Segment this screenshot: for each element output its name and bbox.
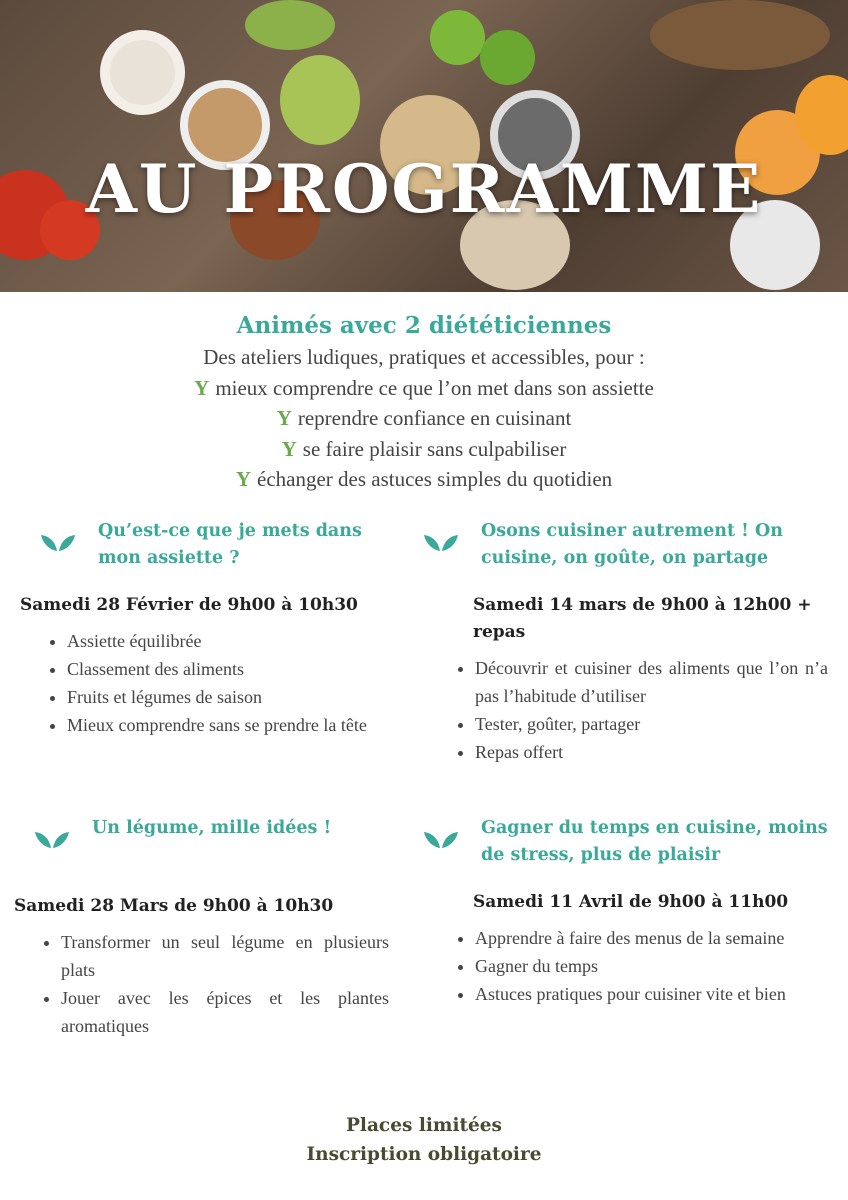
footer-registration: Inscription obligatoire: [306, 1144, 542, 1165]
sprout-icon: Y: [281, 436, 297, 461]
list-item: • Assiette équilibrée: [67, 627, 390, 655]
list-item: • Fruits et légumes de saison: [67, 683, 390, 711]
workshop-date: Samedi 14 mars de 9h00 à 12h00 + repas: [473, 595, 812, 642]
workshop-title: Un légume, mille idées !: [92, 818, 332, 838]
list-item: • Jouer avec les épices et les plantes aromatiques: [61, 984, 389, 1040]
sprout-icon: Y: [235, 467, 251, 491]
workshop-title: Qu’est-ce que je mets dans mon assiette ?: [98, 521, 362, 568]
list-item: • Apprendre à faire des menus de la semaine: [475, 924, 828, 952]
workshop-section: [14, 815, 389, 1040]
sprout-icon: Y: [276, 406, 292, 430]
leaf-icon: [40, 530, 76, 552]
list-item: • Tester, goûter, partager: [475, 710, 828, 738]
goal-item: Y se faire plaisir sans culpabiliser: [281, 436, 567, 461]
leaf-icon: [34, 827, 70, 849]
workshop-date: Samedi 28 Février de 9h00 à 10h30: [20, 595, 358, 615]
workshop-date: Samedi 28 Mars de 9h00 à 10h30: [14, 896, 334, 916]
workshop-section: [423, 518, 828, 766]
workshop-title: Gagner du temps en cuisine, moins de stress, plus de plaisir: [481, 818, 828, 865]
intro-heading: Animés avec 2 diététiciennes: [236, 312, 612, 339]
workshop-items: [14, 928, 389, 1040]
workshop-items: [428, 924, 828, 1008]
list-item: • Transformer un seul légume en plusieurs plats: [61, 928, 389, 984]
footer: [0, 1111, 848, 1169]
sprout-icon: Y: [194, 375, 210, 400]
list-item: • Mieux comprendre sans se prendre la tête: [67, 711, 390, 739]
list-item: • Découvrir et cuisiner des aliments que l’on n’a pas l’habitude d’utiliser: [475, 654, 828, 710]
workshop-date: Samedi 11 Avril de 9h00 à 11h00: [473, 892, 789, 912]
workshop-title: Osons cuisiner autrement ! On cuisine, on goûte, on partage: [481, 521, 783, 568]
list-item: • Repas offert: [475, 738, 828, 766]
list-item: • Gagner du temps: [475, 952, 828, 980]
intro: [0, 310, 848, 495]
workshop-section: [423, 815, 828, 1008]
page-title: AU PROGRAMME: [85, 150, 763, 228]
list-item: • Classement des aliments: [67, 655, 390, 683]
footer-places: Places limitées: [346, 1115, 502, 1136]
goal-item: Y reprendre confiance en cuisinant: [276, 406, 572, 430]
intro-lead: Des ateliers ludiques, pratiques et accessibles, pour :: [203, 345, 645, 369]
header-banner-food-photo: [0, 0, 848, 292]
workshop-items: [20, 627, 390, 739]
goal-item: Y échanger des astuces simples du quotidien: [235, 467, 613, 491]
list-item: • Astuces pratiques pour cuisiner vite et bien: [475, 980, 828, 1008]
leaf-icon: [423, 827, 459, 849]
goal-item: Y mieux comprendre ce que l’on met dans son assiette: [194, 375, 654, 400]
leaf-icon: [423, 530, 459, 552]
workshop-items: [428, 654, 828, 766]
workshop-section: [20, 518, 390, 739]
